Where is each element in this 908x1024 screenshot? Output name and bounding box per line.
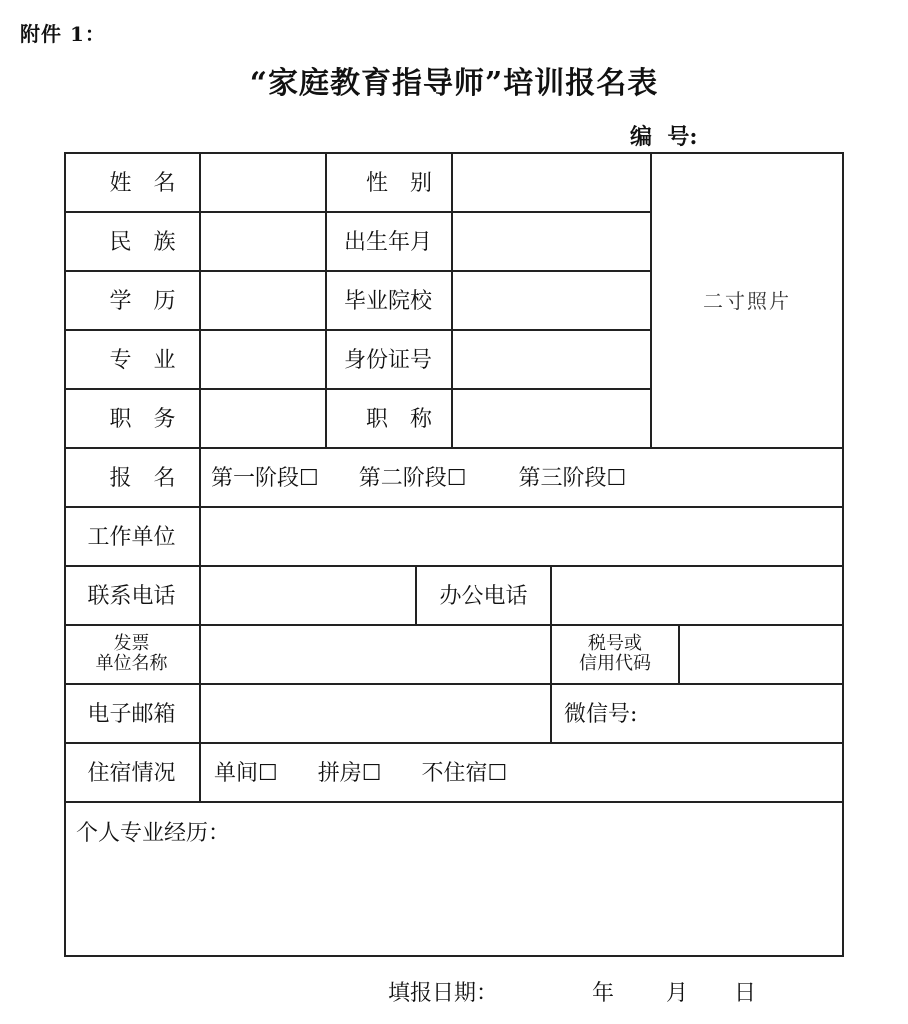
invoice-label-line1: 发票 (113, 632, 150, 654)
signup-label: 报名 (109, 466, 198, 491)
invoice-label (64, 624, 199, 683)
workplace-label: 工作单位 (87, 525, 176, 550)
office-phone-label: 办公电话 (439, 584, 528, 609)
school-label: 毕业院校 (343, 289, 432, 314)
invoice-label-line2: 单位名称 (95, 652, 168, 674)
page-title: “家庭教育指导师”培训报名表 (249, 66, 659, 101)
col-line (678, 624, 680, 685)
id-number-label: 身份证号 (343, 348, 432, 373)
stage2-checkbox[interactable]: 第二阶段☐ (358, 466, 467, 491)
photo-placeholder: 二寸照片 (703, 289, 791, 313)
experience-label: 个人专业经历： (76, 821, 231, 846)
birth-label: 出生年月 (343, 230, 432, 255)
row-line (64, 801, 844, 803)
month-label: 月 (666, 981, 689, 1006)
phone-label: 联系电话 (87, 584, 176, 609)
attachment-label: 附件 1： (20, 22, 106, 46)
tax-label (552, 624, 678, 683)
no-stay-checkbox[interactable]: 不住宿☐ (421, 761, 508, 786)
stage1-checkbox[interactable]: 第一阶段☐ (211, 466, 319, 491)
day-label: 日 (734, 981, 757, 1006)
border-right (842, 152, 844, 957)
title-label: 职称 (365, 407, 454, 432)
stage3-checkbox[interactable]: 第三阶段☐ (518, 466, 627, 491)
single-room-checkbox[interactable]: 单间☐ (214, 761, 278, 786)
name-label: 姓名 (109, 171, 198, 196)
wechat-label: 微信号: (564, 702, 638, 727)
tax-label-line1: 税号或 (588, 632, 642, 654)
shared-room-checkbox[interactable]: 拼房☐ (317, 761, 382, 786)
lodging-label: 住宿情况 (87, 761, 176, 786)
gender-label: 性别 (365, 171, 454, 196)
major-label: 专业 (109, 348, 198, 373)
border-bottom (64, 955, 844, 957)
registration-form-table (64, 152, 844, 957)
ethnicity-label: 民族 (109, 230, 198, 255)
position-label: 职务 (109, 407, 198, 432)
education-label: 学历 (109, 289, 198, 314)
lodging-options (214, 742, 507, 801)
number-label: 编 号: (630, 124, 698, 150)
date-label: 填报日期： (388, 981, 499, 1006)
tax-label-line2: 信用代码 (579, 652, 651, 674)
year-label: 年 (592, 981, 615, 1006)
stage-options (211, 447, 626, 506)
email-label: 电子邮箱 (87, 702, 176, 727)
